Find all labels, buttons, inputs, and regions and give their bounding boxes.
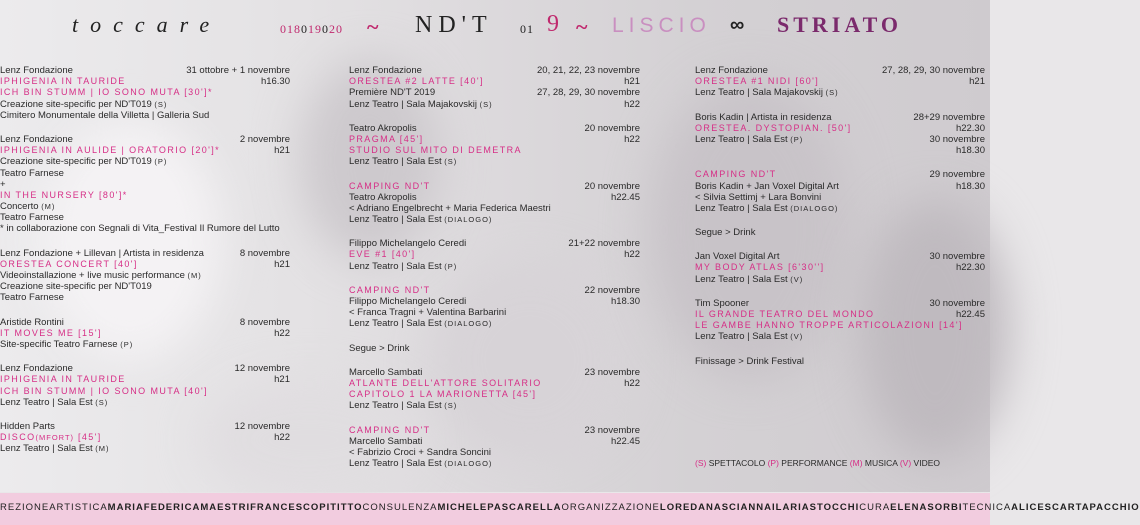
- event-date-time: 30 novembre: [929, 251, 985, 263]
- event-date-time: 12 novembre: [234, 363, 290, 375]
- event-line: [0, 443, 290, 454]
- event-info: Aristide Rontini: [0, 316, 64, 328]
- event-title: ORESTEA. DYSTOPIAN. [50']: [695, 122, 852, 133]
- event-info: Creazione site-specific per ND'T019 (S): [0, 98, 168, 110]
- category-tag: (S): [154, 99, 168, 109]
- event-line: [349, 123, 640, 134]
- event-line: [0, 270, 290, 281]
- event-info: < Silvia Settimj + Lara Bonvini: [695, 191, 822, 203]
- ndt-year-small: 01: [520, 22, 534, 36]
- event-date-time: h16.30: [260, 76, 290, 88]
- event-info: Finissage > Drink Festival: [695, 355, 805, 367]
- legend-label: MUSICA: [862, 458, 900, 468]
- event-info: Lenz Teatro | Sala Est (V): [695, 273, 804, 285]
- event-line: [349, 249, 640, 260]
- event-line: [0, 281, 290, 292]
- event-info: Lenz Fondazione: [0, 65, 73, 76]
- event-entry: [0, 317, 290, 351]
- event-entry: [349, 425, 640, 470]
- event-line: [695, 134, 985, 145]
- event-info: Lenz Teatro | Sala Est (S): [0, 396, 109, 408]
- event-line: [349, 214, 640, 225]
- event-line: [349, 447, 640, 458]
- event-date-time: h21: [274, 258, 290, 270]
- event-line: [0, 397, 290, 408]
- event-date-time: 30 novembre: [929, 133, 985, 145]
- event-entry: [695, 227, 985, 238]
- event-date-time: h22: [624, 249, 640, 261]
- dates-sequence: 018019020: [280, 22, 343, 36]
- event-line: [349, 76, 640, 87]
- event-line: [695, 331, 985, 342]
- category-tag: (M): [41, 202, 56, 212]
- event-title: MY BODY ATLAS [6'30'']: [695, 262, 825, 273]
- legend-label: PERFORMANCE: [778, 458, 850, 468]
- event-date-time: 27, 28, 29, 30 novembre: [537, 87, 640, 99]
- event-line: [349, 181, 640, 192]
- event-info: Lenz Teatro | Sala Est (DIALOGO): [695, 202, 839, 214]
- event-entry: [349, 123, 640, 168]
- ndt-year-nine: 9: [547, 11, 559, 37]
- event-date-time: 28+29 novembre: [913, 111, 985, 123]
- event-info: Lenz Teatro | Sala Est (DIALOGO): [349, 458, 493, 470]
- liscio-word: LISCIO: [612, 14, 711, 37]
- event-info: Lenz Teatro | Sala Majakovskij (S): [349, 98, 493, 110]
- event-date-time: 21+22 novembre: [568, 238, 640, 250]
- event-info: Teatro Farnese: [0, 212, 64, 224]
- event-line: [349, 343, 640, 354]
- category-tag: (DIALOGO): [444, 215, 493, 225]
- event-line: [349, 400, 640, 411]
- event-entry: [0, 421, 290, 455]
- event-line: [349, 436, 640, 447]
- event-date-time: 29 novembre: [929, 169, 985, 181]
- event-title: ICH BIN STUMM | IO SONO MUTA [40']: [0, 385, 209, 396]
- event-line: [0, 168, 290, 179]
- event-line: [349, 156, 640, 167]
- tilde-separator: ~: [576, 14, 588, 39]
- event-info: Lenz Fondazione: [695, 65, 768, 76]
- legend-key: (P): [767, 458, 779, 468]
- event-info: < Adriano Engelbrecht + Maria Federica Maestri: [349, 202, 551, 214]
- category-tag: (P): [444, 261, 458, 271]
- event-date-time: h22: [624, 377, 640, 389]
- event-line: [695, 274, 985, 285]
- event-line: [0, 223, 290, 234]
- event-date-time: 20 novembre: [584, 122, 640, 134]
- category-tag: (M): [187, 271, 202, 280]
- event-title: IL GRANDE TEATRO DEL MONDO: [695, 309, 875, 319]
- event-date-time: h18.30: [610, 296, 640, 307]
- event-title: EVE #1 [40']: [349, 249, 416, 260]
- event-info: < Fabrizio Croci + Sandra Soncini: [349, 446, 492, 458]
- event-title: DISCO(MFORT) [45']: [0, 432, 102, 443]
- event-info: < Franca Tragni + Valentina Barbarini: [349, 307, 507, 319]
- event-entry: [349, 65, 640, 110]
- tilde-separator: ~: [367, 14, 379, 39]
- event-entry: [349, 181, 640, 226]
- event-title: IPHIGENIA IN TAURIDE: [0, 76, 126, 87]
- event-line: [0, 363, 290, 374]
- event-date-time: 12 novembre: [234, 420, 290, 432]
- category-tag: (S): [444, 401, 458, 411]
- event-title: ORESTEA #1 NIDI [60']: [695, 76, 820, 87]
- event-line: [349, 458, 640, 469]
- event-line: [349, 318, 640, 329]
- event-date-time: 30 novembre: [929, 297, 985, 309]
- striato-word: STRIATO: [777, 12, 903, 37]
- event-info: Boris Kadin + Jan Voxel Digital Art: [695, 180, 839, 192]
- event-line: [0, 374, 290, 385]
- event-line: [0, 317, 290, 328]
- event-date-time: 2 novembre: [239, 133, 290, 145]
- event-info: Première ND'T 2019: [349, 87, 436, 99]
- event-date-time: 27, 28, 29, 30 novembre: [882, 65, 985, 76]
- event-line: [349, 134, 640, 145]
- event-date-time: h18.30: [955, 145, 985, 157]
- event-date-time: h22.45: [610, 191, 640, 203]
- credits-footer: [0, 493, 1140, 525]
- event-entry: [695, 356, 985, 367]
- category-tag: (S): [825, 88, 839, 98]
- legend-key: (M): [849, 458, 863, 468]
- event-line: [349, 261, 640, 272]
- event-info: Lenz Fondazione + Lillevan | Artista in residenza: [0, 247, 204, 259]
- event-info: Jan Voxel Digital Art: [695, 251, 780, 263]
- event-info: Lenz Teatro | Sala Est (M): [0, 443, 110, 455]
- event-info: Marcello Sambati: [349, 435, 423, 447]
- event-title: IN THE NURSERY [80']*: [0, 189, 128, 200]
- event-info: Lenz Teatro | Sala Est (DIALOGO): [349, 318, 493, 330]
- event-date-time: h21: [274, 145, 290, 157]
- credit-name: LOREDANASCIANNAILARIASTOCCHI: [659, 502, 860, 513]
- credit-role: REZIONEARTISTICA: [0, 502, 108, 513]
- event-line: [349, 203, 640, 214]
- event-entry: [695, 298, 985, 343]
- event-line: [349, 99, 640, 110]
- event-info: Lenz Fondazione: [0, 363, 73, 375]
- category-tag: (V): [790, 332, 804, 342]
- event-info: Tim Spooner: [695, 297, 750, 309]
- event-line: [695, 262, 985, 273]
- event-date-time: 8 novembre: [239, 247, 290, 259]
- credit-role: TECNICA: [962, 502, 1012, 513]
- event-line: [695, 309, 985, 320]
- event-title: ORESTEA #2 LATTE [40']: [349, 76, 484, 87]
- event-line: [349, 378, 640, 389]
- event-info: Teatro Akropolis: [349, 122, 417, 134]
- event-info: Lenz Teatro | Sala Est (P): [695, 133, 804, 145]
- event-date-time: h21: [624, 76, 640, 88]
- credit-name: MICHELEPASCARELLA: [437, 502, 562, 513]
- event-date-time: h22: [274, 432, 290, 444]
- event-line: [0, 65, 290, 76]
- event-date-time: h22.30: [955, 122, 985, 134]
- legend-key: (S): [695, 458, 707, 468]
- event-date-time: 22 novembre: [584, 284, 640, 296]
- event-date-time: h21: [969, 76, 985, 88]
- event-line: [349, 296, 640, 307]
- event-line: [695, 227, 985, 238]
- credit-role: CURA: [859, 502, 891, 513]
- event-line: [0, 156, 290, 167]
- schedule-column-2: [349, 65, 640, 482]
- legend-label: SPETTACOLO: [706, 458, 768, 468]
- event-info: Hidden Parts: [0, 420, 55, 432]
- event-line: [0, 421, 290, 432]
- event-title: STUDIO SUL MITO DI DEMETRA: [349, 145, 522, 156]
- event-line: [349, 285, 640, 296]
- event-line: [349, 87, 640, 98]
- credit-name: MARIAFEDERICAMAESTRIFRANCESCOPITITTO: [107, 502, 363, 513]
- event-entry: [695, 251, 985, 285]
- credit-role: CONSULENZA: [362, 502, 438, 513]
- legend: [695, 458, 940, 468]
- event-date-time: 20 novembre: [584, 180, 640, 192]
- event-info: Lenz Teatro | Sala Est (S): [349, 156, 458, 168]
- event-date-time: h21: [274, 374, 290, 386]
- event-title: IPHIGENIA IN AULIDE | ORATORIO [20']*: [0, 145, 221, 156]
- event-info: Creazione site-specific per ND'T019 (P): [0, 156, 168, 168]
- schedule-column-1: [0, 65, 290, 467]
- category-tag: (S): [479, 99, 493, 109]
- event-line: [0, 432, 290, 443]
- event-line: [0, 339, 290, 350]
- event-entry: [0, 248, 290, 304]
- event-info: Filippo Michelangelo Ceredi: [349, 238, 467, 250]
- event-info: Lenz Fondazione: [0, 133, 73, 145]
- category-tag: (DIALOGO): [444, 459, 493, 469]
- event-info: Site-specific Teatro Farnese (P): [0, 338, 134, 350]
- schedule-column-3: [695, 65, 985, 380]
- event-line: [695, 65, 985, 76]
- infinity-icon: ∞: [730, 14, 745, 36]
- event-line: [695, 145, 985, 156]
- event-date-time: h22.45: [610, 435, 640, 447]
- event-title: IT MOVES ME [15']: [0, 327, 102, 338]
- event-line: [0, 99, 290, 110]
- event-line: [349, 367, 640, 378]
- event-title: ORESTEA CONCERT [40']: [0, 258, 138, 269]
- event-line: [695, 87, 985, 98]
- credit-name: ELENASORBI: [890, 502, 963, 513]
- event-entry: [0, 65, 290, 121]
- event-line: [349, 238, 640, 249]
- category-tag: (S): [95, 397, 109, 407]
- category-tag: (P): [120, 339, 134, 349]
- event-title: CAPITOLO 1 LA MARIONETTA [45']: [349, 389, 537, 400]
- category-tag: (DIALOGO): [790, 203, 839, 213]
- event-date-time: 8 novembre: [239, 316, 290, 328]
- event-info: Filippo Michelangelo Ceredi: [349, 296, 467, 307]
- event-line: [0, 248, 290, 259]
- festival-header: [0, 8, 990, 46]
- event-line: [349, 65, 640, 76]
- event-line: [0, 190, 290, 201]
- category-tag: (P): [154, 157, 168, 167]
- event-date-time: h18.30: [955, 180, 985, 192]
- event-date-time: 23 novembre: [584, 366, 640, 378]
- event-info: Teatro Farnese: [0, 292, 64, 304]
- event-line: [0, 328, 290, 339]
- event-entry: [0, 134, 290, 235]
- event-entry: [349, 285, 640, 330]
- event-line: [0, 179, 290, 190]
- toccare-word: toccare: [72, 12, 222, 37]
- event-line: [695, 203, 985, 214]
- category-tag: (V): [790, 274, 804, 284]
- event-line: [0, 386, 290, 397]
- event-line: [695, 169, 985, 180]
- event-title: IPHIGENIA IN TAURIDE: [0, 374, 126, 385]
- event-line: [349, 145, 640, 156]
- event-line: [0, 212, 290, 223]
- event-title: ATLANTE DELL'ATTORE SOLITARIO: [349, 377, 542, 388]
- event-date-time: h22: [624, 98, 640, 110]
- event-line: [695, 298, 985, 309]
- event-title: CAMPING ND'T: [349, 180, 431, 191]
- event-info: Concerto (M): [0, 201, 56, 213]
- event-date-time: h22.45: [955, 309, 985, 320]
- credits-line: [0, 502, 1140, 513]
- event-entry: [349, 367, 640, 412]
- event-line: [695, 356, 985, 367]
- credit-name: ALICESCARTAPACCHIO: [1011, 502, 1140, 513]
- event-line: [695, 251, 985, 262]
- event-title: ICH BIN STUMM | IO SONO MUTA [30']*: [0, 87, 213, 98]
- event-entry: [349, 238, 640, 272]
- category-tag: (M): [95, 444, 110, 454]
- event-entry: [0, 363, 290, 408]
- event-line: [349, 307, 640, 318]
- event-date-time: 20, 21, 22, 23 novembre: [537, 65, 640, 76]
- event-date-time: h22.30: [955, 262, 985, 274]
- event-line: [695, 181, 985, 192]
- event-title: CAMPING ND'T: [349, 284, 431, 295]
- event-info: * in collaborazione con Segnali di Vita_Festival Il Rumore del Lutto: [0, 223, 280, 235]
- credit-role: ORGANIZZAZIONE: [561, 502, 660, 513]
- event-line: [0, 87, 290, 98]
- event-line: [0, 76, 290, 87]
- ndt-logo: ND'T: [415, 12, 493, 38]
- event-info: Marcello Sambati: [349, 366, 423, 378]
- event-info: Segue > Drink: [349, 342, 410, 354]
- event-line: [0, 292, 290, 303]
- event-entry: [695, 169, 985, 214]
- event-line: [0, 110, 290, 121]
- legend-key: (V): [899, 458, 912, 468]
- event-date-time: 31 ottobre + 1 novembre: [186, 65, 290, 76]
- event-entry: [695, 65, 985, 99]
- event-line: [0, 145, 290, 156]
- event-info: Videoinstallazione + live music performance (M): [0, 270, 202, 281]
- category-tag: (DIALOGO): [444, 319, 493, 329]
- event-date-time: h22: [274, 327, 290, 339]
- event-info: Lenz Teatro | Sala Majakovskij (S): [695, 87, 839, 99]
- event-info: Cimitero Monumentale della Villetta | Galleria Sud: [0, 109, 210, 121]
- event-line: [349, 425, 640, 436]
- event-title: CAMPING ND'T: [695, 169, 777, 180]
- event-info: Creazione site-specific per ND'T019: [0, 281, 152, 293]
- event-line: [349, 389, 640, 400]
- event-info: Teatro Akropolis: [349, 191, 417, 203]
- event-info: Segue > Drink: [695, 227, 756, 239]
- event-date-time: 23 novembre: [584, 424, 640, 436]
- event-line: [0, 259, 290, 270]
- event-line: [695, 192, 985, 203]
- event-info: Boris Kadin | Artista in residenza: [695, 111, 832, 123]
- event-info: Lenz Teatro | Sala Est (S): [349, 400, 458, 412]
- event-line: [695, 76, 985, 87]
- category-tag: (MFORT): [35, 433, 75, 443]
- event-title: PRAGMA [45']: [349, 133, 424, 144]
- event-info: Lenz Teatro | Sala Est (V): [695, 331, 804, 343]
- event-title: CAMPING ND'T: [349, 424, 431, 435]
- event-entry: [349, 343, 640, 354]
- event-info: Lenz Teatro | Sala Est (P): [349, 260, 458, 272]
- event-title: LE GAMBE HANNO TROPPE ARTICOLAZIONI [14']: [695, 320, 963, 331]
- event-line: [695, 320, 985, 331]
- event-line: [695, 123, 985, 134]
- category-tag: (S): [444, 157, 458, 167]
- event-date-time: h22: [624, 133, 640, 145]
- event-line: [349, 192, 640, 203]
- event-info: +: [0, 178, 6, 190]
- event-info: Teatro Farnese: [0, 167, 64, 179]
- event-info: Lenz Teatro | Sala Est (DIALOGO): [349, 214, 493, 226]
- event-line: [0, 134, 290, 145]
- event-line: [0, 201, 290, 212]
- legend-label: VIDEO: [911, 458, 940, 468]
- event-line: [695, 112, 985, 123]
- event-entry: [695, 112, 985, 157]
- category-tag: (P): [790, 134, 804, 144]
- event-info: Lenz Fondazione: [349, 65, 422, 76]
